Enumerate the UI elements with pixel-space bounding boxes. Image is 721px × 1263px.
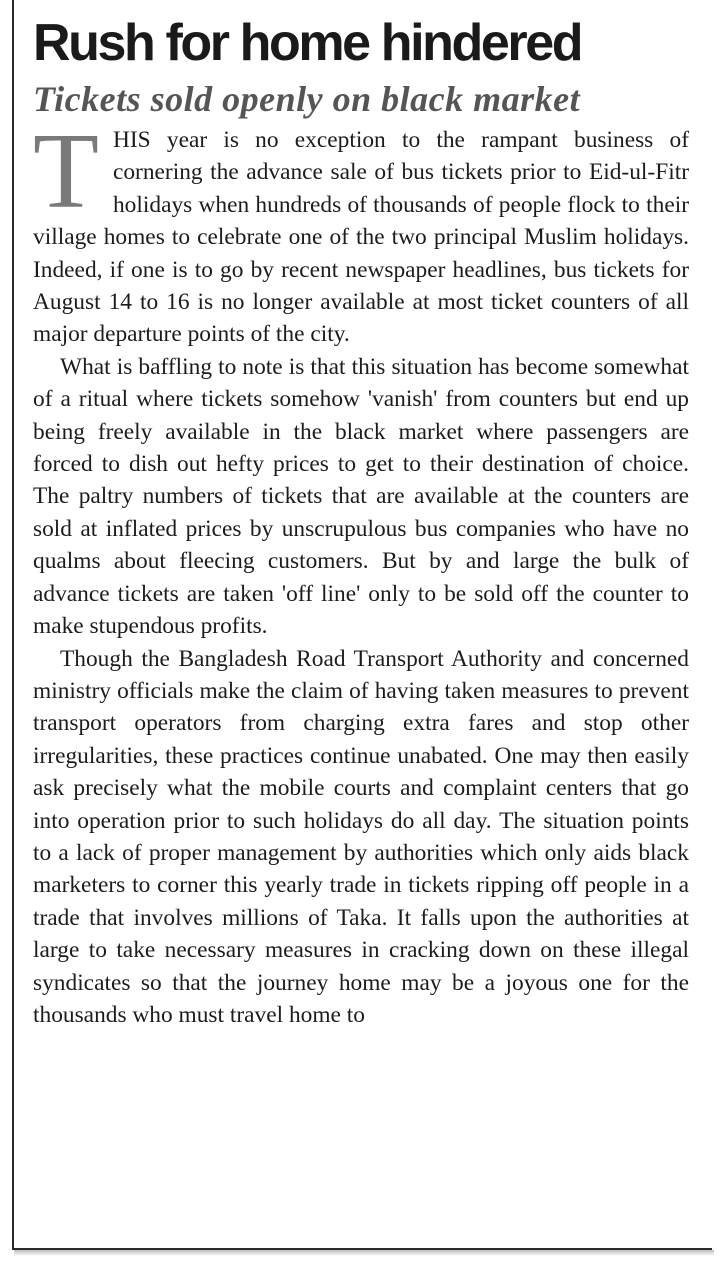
article-body	[33, 112, 689, 1031]
paragraph-2: What is baffling to note is that this situation has become somewhat of a ritual where tickets somehow 'vanish' from counters but end up being freely available in the black market where passengers are forced to dish out hefty prices to get to their destination of choice. The paltry numbers of tickets that are available at the counters are sold at inflated prices by unscrupulous bus companies who have no qualms about fleecing customers. But by and large the bulk of advance tickets are taken 'off line' only to be sold off the counter to make stupendous profits.	[33, 353, 689, 640]
paragraph-1-text: HIS year is no exception to the rampant business of cornering the advance sale of bus tickets prior to Eid-ul-Fitr holidays when hundreds of thousands of people flock to their village homes to celebrate one of the two principal Muslim holidays. Indeed, if one is to go by recent newspaper headlines, bus tickets for August 14 to 16 is no longer available at most ticket counters of all major departure points of the city.	[33, 127, 689, 348]
paragraph-3: Though the Bangladesh Road Transport Authority and concerned ministry officials make the claim of having taken measures to prevent transport operators from charging extra fares and stop other irregularities, these practices continue unabated. One may then easily ask precisely what the mobile courts and complaint centers that go into operation prior to such holidays do all day. The situation points to a lack of proper management by authorities which only aids black marketers to corner this yearly trade in tickets ripping off people in a trade that involves millions of Taka. It falls upon the authorities at large to take necessary measures in cracking down on these illegal syndicates so that the journey home may be a joyous one for the thousands who must travel home to	[33, 645, 689, 1028]
paragraph-1	[33, 112, 689, 351]
editorial-article	[33, 12, 689, 1031]
column-border-left	[12, 0, 14, 1250]
column-shadow	[14, 1250, 714, 1256]
subheadline: Tickets sold openly on black market	[33, 79, 581, 119]
headline: Rush for home hindered	[33, 14, 582, 72]
drop-cap: T	[33, 112, 99, 231]
